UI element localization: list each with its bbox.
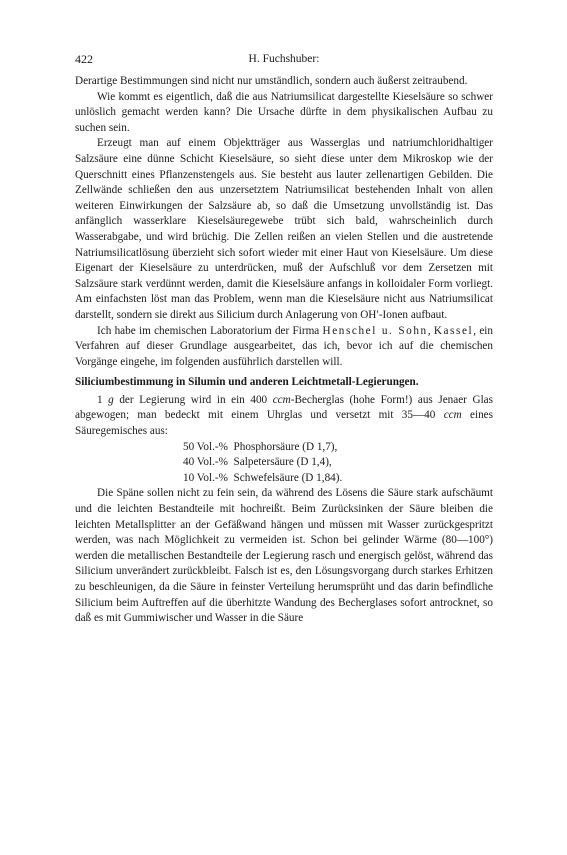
paragraph-4 bbox=[75, 324, 493, 371]
unit-gram: g bbox=[108, 393, 114, 406]
firm-name: Henschel u. Sohn bbox=[322, 324, 428, 337]
unit-ccm-1: ccm bbox=[272, 393, 291, 406]
acid-mixture-list bbox=[183, 440, 493, 487]
unit-ccm-2: ccm bbox=[443, 409, 462, 422]
section-heading: Siliciumbestimmung in Silumin und anderen Leichtmetall-Legierungen. bbox=[75, 376, 419, 389]
page-header bbox=[75, 52, 493, 68]
running-head: H. Fuchshuber: bbox=[248, 53, 320, 65]
paragraph-5-end: eines Säuregemisches aus: bbox=[75, 409, 493, 438]
document-page bbox=[75, 52, 493, 627]
paragraph-4-start: Ich habe im chemischen Laboratorium der Firma bbox=[97, 324, 323, 337]
paragraph-4-end: , ein Verfahren auf dieser Grundlage ausgearbeitet, das ich, bevor ich auf die chemischen Vorgänge eingehe, im folgenden ausführlich darstellen will. bbox=[75, 324, 493, 368]
paragraph-6: Die Späne sollen nicht zu fein sein, da während des Lösens die Säure stark aufschäumt und die leichten Bestandteile mit hochreißt. Beim Zurücksinken der Säure bleiben die leichten Metallsplitter an der Gefäßwand hängen und müssen mit Wasser zurückgespritzt werden, was nach Möglichkeit zu vermeiden ist. Schon bei gelinder Wärme (80—100°) werden die metallischen Bestandteile der Legierung rasch und energisch gelöst, während das Silicium unverändert zurückbleibt. Falsch ist es, den Lösungsvorgang durch starkes Erhitzen zu beschleunigen, da die Säure in feinster Verteilung herumsprüht und das darin befindliche Silicium beim Auftreffen auf die überhitzte Wandung des Becherglases sofort antrocknet, so daß es mit Gummiwischer und Wasser in die Säure bbox=[75, 487, 493, 625]
paragraph-5-mid-1: der Legierung wird in ein 400 bbox=[113, 393, 273, 406]
paragraph-1: Derartige Bestimmungen sind nicht nur umständlich, sondern auch äußerst zeitraubend. bbox=[75, 75, 468, 87]
paragraph-5-mid-2: -Becherglas (hohe Form!) aus Jenaer Glas abgewogen; man bedeckt mit einem Uhrglas und versetzt mit 35—40 bbox=[75, 393, 493, 422]
paragraph-5-start: 1 bbox=[97, 393, 109, 406]
acid-mixture-line-nitric: 40 Vol.-% Salpetersäure (D 1,4), bbox=[183, 456, 332, 469]
page-number: 422 bbox=[75, 52, 93, 66]
paragraph-2: Wie kommt es eigentlich, daß die aus Natriumsilicat dargestellte Kieselsäure so schwer unlöslich gemacht werden kann? Die Ursache dürfte in dem physikalischen Aufbau zu suchen sein. bbox=[75, 90, 493, 134]
city-name: Kassel bbox=[433, 324, 474, 337]
acid-mixture-line-phosphoric: 50 Vol.-% Phosphorsäure (D 1,7), bbox=[183, 440, 338, 453]
paragraph-4-comma: , bbox=[427, 324, 434, 337]
paragraph-5 bbox=[75, 393, 493, 440]
paragraph-3: Erzeugt man auf einem Objektträger aus Wasserglas und natriumchloridhaltiger Salzsäure eine dünne Schicht Kieselsäure, so sieht diese unter dem Mikroskop wie der Querschnitt eines Pflanzenstengels aus. Sie besteht aus lauter zellenartigen Gebilden. Die Zellwände schließen den aus unzersetztem Natriumsilicat bestehenden Inhalt von allen weiteren Einwirkungen der Salzsäure ab, so daß die Umsetzung unvollständig ist. Das anfänglich wasserklare Kieselsäuregewebe trübt sich bald, wahrscheinlich durch Wasserabgabe, und wird brüchig. Die Zellen reißen an vielen Stellen und die austretende Natriumsilicatlösung überzieht sich sofort wieder mit einer Haut von Kieselsäure. Um diese Eigenart der Kieselsäure zu unterdrücken, muß der Aufschluß vor dem Zersetzen mit Salzsäure stark verdünnt werden, damit die Kieselsäure anfangs in kolloidaler Form vorliegt. Am einfachsten löst man das Problem, wenn man die Kieselsäure nicht aus Natriumsilicat darstellt, sondern sie direkt aus Silicium durch Anlagerung von OH′-Ionen aufbaut. bbox=[75, 137, 493, 321]
acid-mixture-line-sulfuric: 10 Vol.-% Schwefelsäure (D 1,84). bbox=[183, 471, 343, 484]
